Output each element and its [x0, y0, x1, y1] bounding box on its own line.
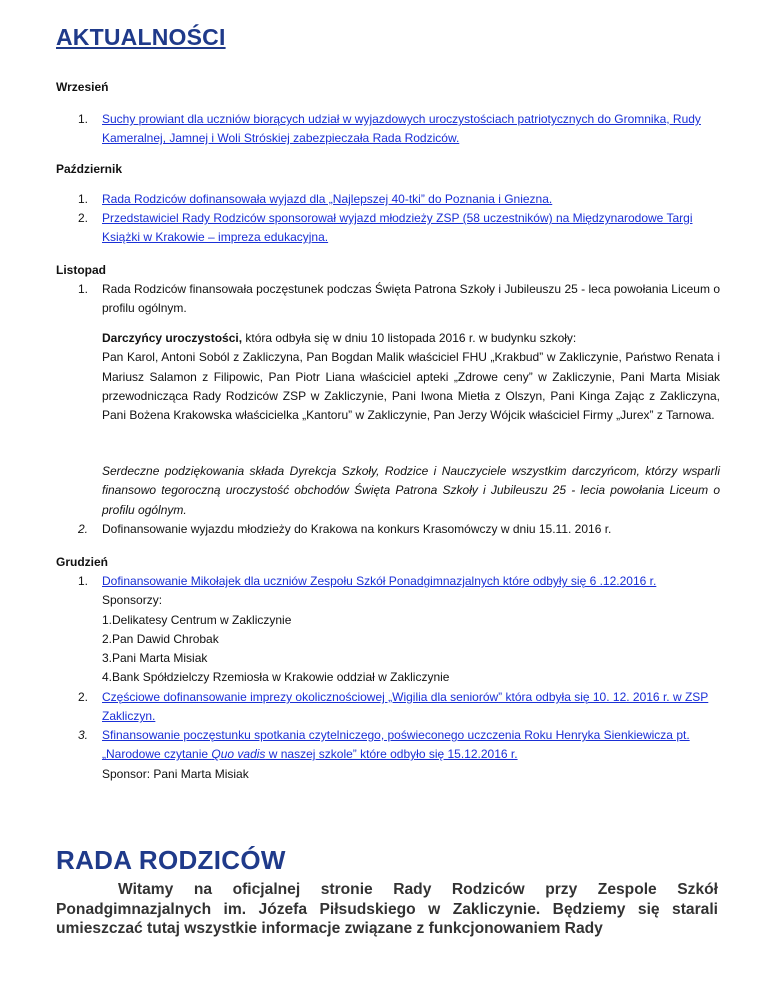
news-link[interactable]: Przedstawiciel Rady Rodziców sponsorował wyjazd młodzieży ZSP (58 uczestników) na Międzynarodowe Targi Książki w Krakowie – impreza edukacyjna.	[102, 211, 693, 245]
news-link[interactable]: Dofinansowanie Mikołajek dla uczniów Zespołu Szkół Ponadgimnazjalnych które odbyły się 6 .12.2016 r.	[102, 574, 657, 588]
month-heading-pazdziernik: Październik	[56, 162, 123, 176]
news-text: Dofinansowanie wyjazdu młodzieży do Krakowa na konkurs Krasomówczy w dniu 15.11. 2016 r.	[102, 522, 612, 536]
month-heading-grudzien: Grudzień	[56, 555, 109, 569]
list-item	[78, 688, 720, 727]
page-title: AKTUALNOŚCI	[56, 24, 226, 50]
list-item	[78, 726, 720, 784]
sponsor-item: 2.Pan Dawid Chrobak	[102, 631, 219, 646]
list-item	[78, 572, 720, 688]
sponsor-text: Sponsor: Pani Marta Misiak	[102, 766, 249, 781]
section-title: RADA RODZICÓW	[56, 845, 286, 875]
intro-paragraph	[56, 880, 718, 939]
list-item	[78, 280, 720, 319]
list-item	[78, 190, 720, 209]
news-link-text: Sfinansowanie poczęstunku spotkania czytelniczego, poświeconego uczczenia Roku Henryka Sienkiewicza pt. „Narodowe czytanie	[102, 728, 690, 762]
list-number: 2.	[78, 211, 89, 225]
news-link[interactable]: Częściowe dofinansowanie imprezy okolicznościowej „Wigilia dla seniorów” która odbyła się 10. 12. 2016 r. w ZSP Zakliczyn.	[102, 690, 709, 724]
month-heading-listopad: Listopad	[56, 263, 106, 277]
list-number: 3.	[78, 728, 89, 742]
news-text: Rada Rodziców finansowała poczęstunek podczas Święta Patrona Szkoły i Jubileuszu 25 - leca powołania Liceum o profilu ogólnym.	[102, 282, 720, 316]
thanks-paragraph: Serdeczne podziękowania składa Dyrekcja Szkoły, Rodzice i Nauczyciele wszystkim darczyńcom, którzy wsparli finansowo tegoroczną uroczystość obchodów Święta Patrona Szkoły i Jubileuszu 25 - lecia powołania Liceum o profilu ogólnym.	[102, 464, 720, 517]
news-link[interactable]	[102, 728, 690, 761]
list-item	[78, 209, 720, 248]
month-heading-wrzesien: Wrzesień	[56, 80, 109, 94]
donors-list: Pan Karol, Antoni Soból z Zakliczyna, Pan Bogdan Malik właściciel FHU „Krakbud” w Zakliczynie, Państwo Renata i Mariusz Salamon z Filipowic, Pan Piotr Liana właściciel apteki „Zdrowe ceny” w Zakliczynie, Pani Marta Misiak przewodnicząca Rady Rodziców ZSP w Zakliczynie, Pani Iwona Mietła z Olszyn, Pani Kinga Zając z Zakliczyna, Pani Bożena Krakowska właścicielka „Kantoru” w Zakliczynie, Pan Jerzy Wójcik właściciel Firmy „Jurex” z Tarnowa.	[102, 350, 720, 423]
list-item	[78, 520, 720, 539]
list-number: 1.	[78, 574, 89, 588]
donors-label: Darczyńcy uroczystości,	[102, 331, 243, 345]
book-title: Quo vadis	[211, 747, 266, 762]
list-number: 1.	[78, 112, 89, 126]
news-link-text: w naszej szkole” które odbyło się 15.12.2016 r.	[265, 747, 518, 762]
list-number: 1.	[78, 282, 89, 296]
news-link[interactable]: Rada Rodziców dofinansowała wyjazd dla „Najlepszej 40-tki” do Poznania i Gniezna.	[102, 192, 553, 206]
donors-intro: która odbyła się w dniu 10 listopada 2016 r. w budynku szkoły:	[242, 331, 577, 345]
news-link[interactable]: Suchy prowiant dla uczniów biorących udział w wyjazdowych uroczystościach patriotycznych do Gromnika, Rudy Kameralnej, Jamnej i Woli Stróskiej zabezpieczała Rada Rodziców.	[102, 112, 701, 146]
list-number: 2.	[78, 522, 89, 536]
sponsor-item: 1.Delikatesy Centrum w Zakliczynie	[102, 612, 292, 627]
sponsor-item: 4.Bank Spółdzielczy Rzemiosła w Krakowie oddział w Zakliczynie	[102, 670, 450, 685]
sponsor-item: 3.Pani Marta Misiak	[102, 651, 208, 666]
list-number: 1.	[78, 192, 89, 206]
list-number: 2.	[78, 690, 89, 704]
sponsors-label: Sponsorzy:	[102, 593, 163, 608]
intro-text: Witamy na oficjalnej stronie Rady Rodziców przy Zespole Szkół Ponadgimnazjalnych im. Józefa Piłsudskiego w Zakliczynie. Będziemy się starali umieszczać tutaj wszystkie informacje związane z funkcjonowaniem Rady	[56, 881, 718, 938]
list-item	[78, 110, 720, 149]
donors-paragraph	[102, 329, 720, 425]
